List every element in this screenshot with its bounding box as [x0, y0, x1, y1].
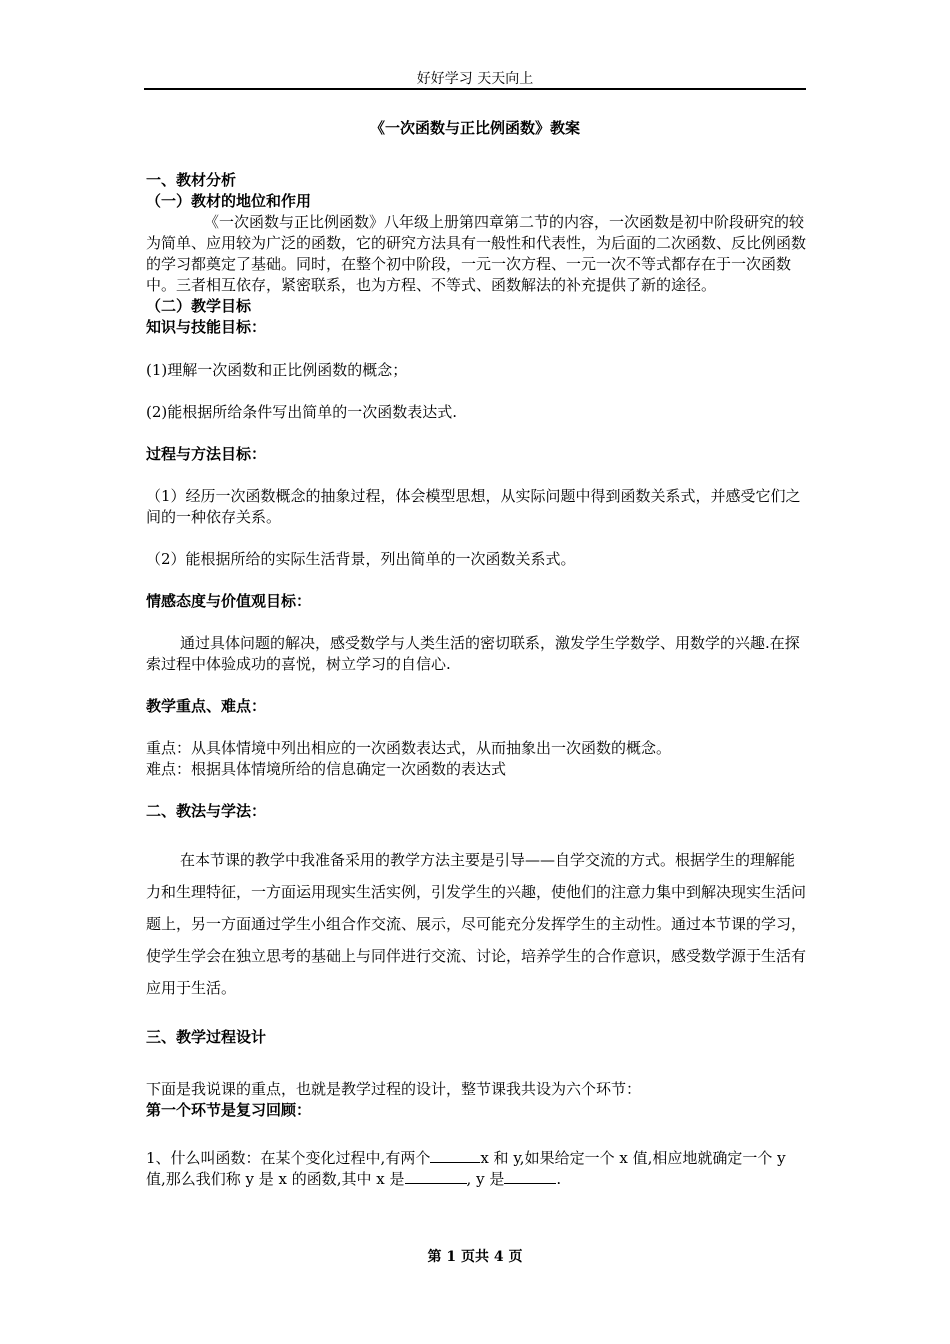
- question-1-part-a: 1、什么叫函数：在某个变化过程中,有两个: [146, 1149, 431, 1167]
- textbook-analysis-paragraph: 《一次函数与正比例函数》八年级上册第四章第二节的内容，一次函数是初中阶段研究的较为简单、应用较为广泛的函数，它的研究方法具有一般性和代表性，为后面的二次函数、反比例函数的学习都奠定了基础。同时，在整个初中阶段，一元一次方程、一元一次不等式都存在于一次函数中。三者相互依存，紧密联系，也为方程、不等式、函数解法的补充提供了新的途径。: [146, 213, 807, 294]
- process-goal-1: （1）经历一次函数概念的抽象过程，体会模型思想，从实际问题中得到函数关系式，并感受它们之间的一种依存关系。: [146, 487, 801, 526]
- header-rule: [144, 88, 806, 90]
- document-body: [146, 170, 806, 1190]
- subsection-position-role: （一）教材的地位和作用: [146, 192, 312, 210]
- knowledge-goal-2: (2)能根据所给条件写出简单的一次函数表达式.: [146, 403, 458, 421]
- knowledge-goal-1: (1)理解一次函数和正比例函数的概念；: [146, 361, 408, 379]
- answer-blank-2: [405, 1169, 467, 1184]
- section-3-heading: 三、教学过程设计: [146, 1028, 267, 1046]
- question-1-part-b: x 和 y,如果给定一个 x 值,相应地就确定一个 y 值,那么我们称 y 是 x 的函数,其中 x 是: [146, 1149, 786, 1188]
- page-header: 好好学习 天天向上: [416, 71, 534, 87]
- answer-blank-3: [504, 1169, 556, 1184]
- process-goal-2: （2）能根据所给的实际生活背景，列出简单的一次函数关系式。: [146, 550, 576, 568]
- question-1-part-d: .: [556, 1170, 562, 1188]
- step-1-heading: 第一个环节是复习回顾：: [146, 1101, 312, 1119]
- section-1-heading: 一、教材分析: [146, 171, 237, 189]
- subsection-teaching-goals: （二）教学目标: [146, 297, 252, 315]
- section-2-heading: 二、教法与学法：: [146, 802, 267, 820]
- process-goal-heading: 过程与方法目标：: [146, 445, 267, 463]
- process-intro: 下面是我说课的重点，也就是教学过程的设计，整节课我共设为六个环节：: [146, 1080, 642, 1098]
- page-footer: 第 1 页共 4 页: [427, 1249, 523, 1265]
- emotion-goal-heading: 情感态度与价值观目标：: [146, 592, 312, 610]
- question-1-part-c: , y 是: [466, 1170, 505, 1188]
- question-1: [146, 1148, 806, 1190]
- difficult-point: 难点：根据具体情境所给的信息确定一次函数的表达式: [146, 760, 507, 778]
- teaching-method-paragraph: 在本节课的教学中我准备采用的教学方法主要是引导——自学交流的方式。根据学生的理解能力和生理特征，一方面运用现实生活实例，引发学生的兴趣，使他们的注意力集中到解决现实生活问题上，另一方面通过学生小组合作交流、展示，尽可能充分发挥学生的主动性。通过本节课的学习，使学生学会在独立思考的基础上与同伴进行交流、讨论，培养学生的合作意识，感受数学源于生活有应用于生活。: [146, 851, 807, 997]
- key-points-heading: 教学重点、难点：: [146, 697, 267, 715]
- key-point: 重点：从具体情境中列出相应的一次函数表达式，从而抽象出一次函数的概念。: [146, 739, 672, 757]
- knowledge-goal-heading: 知识与技能目标：: [146, 318, 267, 336]
- document-title: 《一次函数与正比例函数》教案: [369, 119, 580, 137]
- answer-blank-1: [430, 1148, 480, 1163]
- emotion-goal-paragraph: 通过具体问题的解决，感受数学与人类生活的密切联系，激发学生学数学、用数学的兴趣.在探索过程中体验成功的喜悦，树立学习的自信心.: [146, 634, 800, 673]
